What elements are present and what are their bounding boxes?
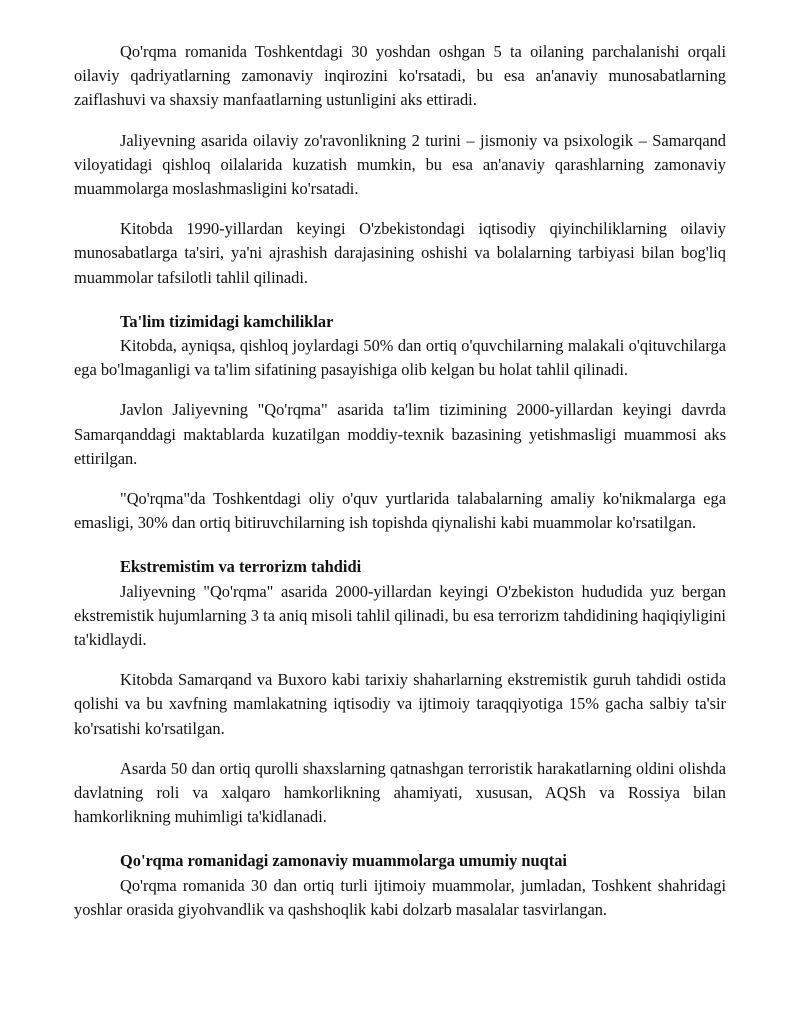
intro-paragraph: Kitobda 1990-yillardan keyingi O'zbekistondagi iqtisodiy qiyinchiliklarning oilaviy munosabatlarga ta'siri, ya'ni ajrashish darajasining oshishi va bolalarning tarbiyasi bilan bog'liq muammolar tafsilotli tahlil qilinadi. [74,219,726,287]
document-page [74,40,726,938]
section-paragraph: Kitobda Samarqand va Buxoro kabi tarixiy shaharlarning ekstremistik guruh tahdidi ostida qolishi va bu xavfning mamlakatning iqtisodiy va ijtimoiy taraqqiyotiga 15% gacha salbiy ta'sir ko'rsatishi ko'rsatilgan. [74,670,726,738]
section-paragraph: Javlon Jaliyevning "Qo'rqma" asarida ta'lim tizimining 2000-yillardan keyingi davrda Samarqanddagi maktablarda kuzatilgan moddiy-texnik bazasining yetishmasligi muammosi aks ettirilgan. [74,400,726,468]
section-heading: Qo'rqma romanidagi zamonaviy muammolarga umumiy nuqtai [120,851,567,871]
intro-paragraph: Jaliyevning asarida oilaviy zo'ravonlikning 2 turini – jismoniy va psixologik – Samarqand viloyatidagi qishloq oilalarida kuzatish mumkin, bu esa an'anaviy qarashlarning zamonaviy muammolarga moslashmasligini ko'rsatadi. [74,130,726,199]
section-paragraph: Asarda 50 dan ortiq qurolli shaxslarning qatnashgan terroristik harakatlarning oldini olishda davlatning roli va xalqaro hamkorlikning ahamiyati, xususan, AQSh va Rossiya bilan hamkorlikning muhimligi ta'kidlanadi. [74,758,726,827]
section-paragraph: Jaliyevning "Qo'rqma" asarida 2000-yillardan keyingi O'zbekiston hududida yuz bergan ekstremistik hujumlarning 3 ta aniq misoli tahlil qilinadi, bu esa terrorizm tahdidining haqiqiyligini ta'kidlaydi. [74,581,726,650]
section-extremism [74,555,726,829]
section-overview [74,849,726,922]
section-paragraph: "Qo'rqma"da Toshkentdagi oliy o'quv yurtlarida talabalarning amaliy ko'nikmalarga ega emasligi, 30% dan ortiq bitiruvchilarning ish topishda qiynalishi kabi muammolar ko'rsatilgan. [74,489,726,533]
section-education [74,310,726,536]
section-heading: Ekstremistim va terrorizm tahdidi [120,557,362,577]
section-paragraph: Kitobda, ayniqsa, qishloq joylardagi 50% dan ortiq o'quvchilarning malakali o'qituvchilarga ega bo'lmaganligi va ta'lim sifatining pasayishiga olib kelgan bu holat tahlil qilinadi. [74,336,726,380]
section-paragraph: Qo'rqma romanida 30 dan ortiq turli ijtimoiy muammolar, jumladan, Toshkent shahridagi yoshlar orasida giyohvandlik va qashshoqlik kabi dolzarb masalalar tasvirlangan. [74,875,726,919]
section-heading: Ta'lim tizimidagi kamchiliklar [120,311,334,331]
intro-paragraph: Qo'rqma romanida Toshkentdagi 30 yoshdan oshgan 5 ta oilaning parchalanishi orqali oilaviy qadriyatlarning zamonaviy inqirozini ko'rsatadi, bu esa an'anaviy munosabatlarning zaiflashuvi va shaxsiy manfaatlarning ustunligini aks ettiradi. [74,42,726,110]
